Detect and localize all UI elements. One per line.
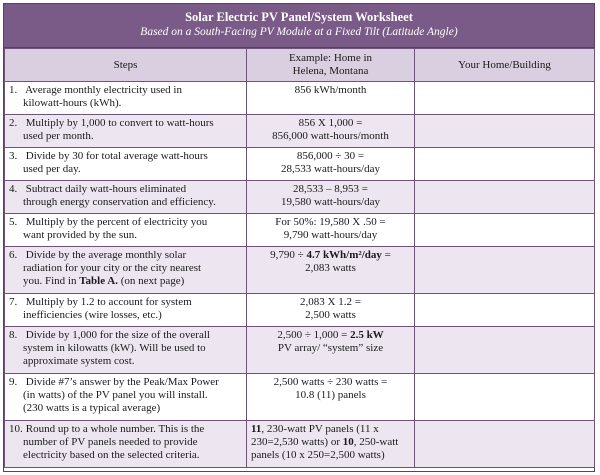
example-text: 28,533 watt-hours/day <box>281 163 380 175</box>
example-cell <box>247 214 415 247</box>
example-text: 19,580 watt-hours/day <box>281 196 380 208</box>
step-cell <box>5 374 247 421</box>
step-text: through energy conservation and efficiency. <box>23 196 216 208</box>
example-text: 2,083 watts <box>305 262 356 274</box>
worksheet-subtitle: Based on a South-Facing PV Module at a Fixed Tilt (Latitude Angle) <box>140 26 458 38</box>
step-number: 1. <box>9 84 18 96</box>
your-value-cell[interactable] <box>415 115 595 148</box>
table-a-reference: Table A. <box>79 275 118 287</box>
your-value-cell[interactable] <box>415 82 595 115</box>
table-row <box>5 374 595 421</box>
your-value-cell[interactable] <box>415 214 595 247</box>
example-text-part: , 230-watt PV panels (11 x <box>261 423 379 435</box>
example-text: 28,533 – 8,953 = <box>293 183 368 195</box>
solar-radiation-value: 4.7 kWh/m²/day <box>306 249 382 261</box>
step-text: radiation for your city or the city nearest <box>23 262 202 274</box>
step-text: electricity based on the selected criteria. <box>23 449 200 461</box>
example-cell <box>247 327 415 374</box>
example-cell <box>247 421 415 468</box>
your-value-cell[interactable] <box>415 247 595 294</box>
example-cell <box>247 247 415 294</box>
example-cell <box>247 294 415 327</box>
your-value-cell[interactable] <box>415 181 595 214</box>
step-cell <box>5 327 247 374</box>
system-size-value: 2.5 kW <box>350 329 384 341</box>
step-text: Multiply by 1.2 to account for system <box>25 296 192 308</box>
example-text: 856 X 1,000 = <box>298 117 363 129</box>
step-text: number of PV panels needed to provide <box>23 436 198 448</box>
table-row <box>5 214 595 247</box>
example-text <box>251 436 410 449</box>
example-text: panels (10 x 250=2,500 watts) <box>251 449 385 461</box>
step-cell <box>5 214 247 247</box>
example-cell <box>247 148 415 181</box>
step-text <box>9 275 242 288</box>
step-text: Round up to a whole number. This is the <box>25 423 205 435</box>
example-cell <box>247 374 415 421</box>
step-number: 7. <box>9 296 18 308</box>
step-number: 6. <box>9 249 18 261</box>
table-row <box>5 115 595 148</box>
table-row <box>5 327 595 374</box>
your-value-cell[interactable] <box>415 327 595 374</box>
step-cell <box>5 294 247 327</box>
step-number: 5. <box>9 216 18 228</box>
step-text: Divide #7’s answer by the Peak/Max Power <box>25 376 219 388</box>
example-text: 856,000 watt-hours/month <box>272 130 389 142</box>
step-number: 3. <box>9 150 18 162</box>
step-cell <box>5 247 247 294</box>
header-example-line1: Example: Home in <box>288 52 373 64</box>
step-cell <box>5 421 247 468</box>
worksheet-title: Solar Electric PV Panel/System Worksheet <box>185 10 413 24</box>
example-text: 10.8 (11) panels <box>295 389 366 401</box>
table-row <box>5 82 595 115</box>
step-text: used per month. <box>23 130 94 142</box>
header-yours: Your Home/Building <box>415 49 595 82</box>
example-text <box>251 423 410 436</box>
example-text-part: 2,500 ÷ 1,000 = <box>277 329 351 341</box>
table-row <box>5 148 595 181</box>
your-value-cell[interactable] <box>415 148 595 181</box>
step-cell <box>5 82 247 115</box>
table-row <box>5 421 595 468</box>
panel-count-10: 10 <box>342 436 354 448</box>
step-text: (in watts) of the PV panel you will install. <box>23 389 208 401</box>
step-number: 2. <box>9 117 18 129</box>
step-number: 8. <box>9 329 18 341</box>
example-cell <box>247 82 415 115</box>
step-text: Divide by the average monthly solar <box>25 249 187 261</box>
example-text: 2,500 watts <box>305 309 356 321</box>
example-text-part: 230=2,530 watts) or <box>251 436 343 448</box>
your-value-cell[interactable] <box>415 294 595 327</box>
step-cell <box>5 148 247 181</box>
example-text: For 50%: 19,580 X .50 = <box>275 216 386 228</box>
example-text-part: = <box>381 249 391 261</box>
example-text-part: 9,790 ÷ <box>270 249 307 261</box>
example-text <box>251 329 410 342</box>
example-text: 2,500 watts ÷ 230 watts = <box>273 376 388 388</box>
step-text-part: (on next page) <box>117 275 185 287</box>
example-cell <box>247 115 415 148</box>
step-text: approximate system cost. <box>23 355 135 367</box>
step-text: Divide by 1,000 for the size of the overall <box>25 329 210 341</box>
example-text: PV array/ “system” size <box>277 342 384 354</box>
step-text: Subtract daily watt-hours eliminated <box>25 183 187 195</box>
step-text: kilowatt-hours (kWh). <box>23 97 122 109</box>
step-text: Multiply by 1,000 to convert to watt-hours <box>25 117 214 129</box>
header-steps: Steps <box>5 49 247 82</box>
your-value-cell[interactable] <box>415 421 595 468</box>
table-row <box>5 181 595 214</box>
step-text-part: you. Find in <box>23 275 80 287</box>
step-number: 10. <box>9 423 23 435</box>
step-text: inefficiencies (wire losses, etc.) <box>23 309 162 321</box>
worksheet <box>3 3 595 472</box>
step-text: Divide by 30 for total average watt-hours <box>25 150 208 162</box>
step-text: Multiply by the percent of electricity you <box>25 216 208 228</box>
header-example-line2: Helena, Montana <box>292 65 369 77</box>
step-cell <box>5 115 247 148</box>
example-text-part: , 250-watt <box>353 436 399 448</box>
step-text: Average monthly electricity used in <box>25 84 182 96</box>
step-text: system in kilowatts (kW). Will be used to <box>23 342 206 354</box>
title-bar <box>4 4 594 48</box>
step-text: want provided by the sun. <box>23 229 137 241</box>
step-text: used per day. <box>23 163 81 175</box>
table-row <box>5 247 595 294</box>
your-value-cell[interactable] <box>415 374 595 421</box>
example-text: 856,000 ÷ 30 = <box>296 150 365 162</box>
step-cell <box>5 181 247 214</box>
step-number: 9. <box>9 376 18 388</box>
example-cell <box>247 181 415 214</box>
header-example <box>247 49 415 82</box>
example-text: 856 kWh/month <box>294 84 367 96</box>
step-text: (230 watts is a typical average) <box>23 402 161 414</box>
example-text <box>251 249 410 262</box>
worksheet-table <box>4 48 595 468</box>
table-row <box>5 294 595 327</box>
panel-count-11: 11 <box>251 423 262 435</box>
header-row <box>5 49 595 82</box>
example-text: 2,083 X 1.2 = <box>300 296 361 308</box>
step-number: 4. <box>9 183 18 195</box>
example-text: 9,790 watt-hours/day <box>283 229 378 241</box>
